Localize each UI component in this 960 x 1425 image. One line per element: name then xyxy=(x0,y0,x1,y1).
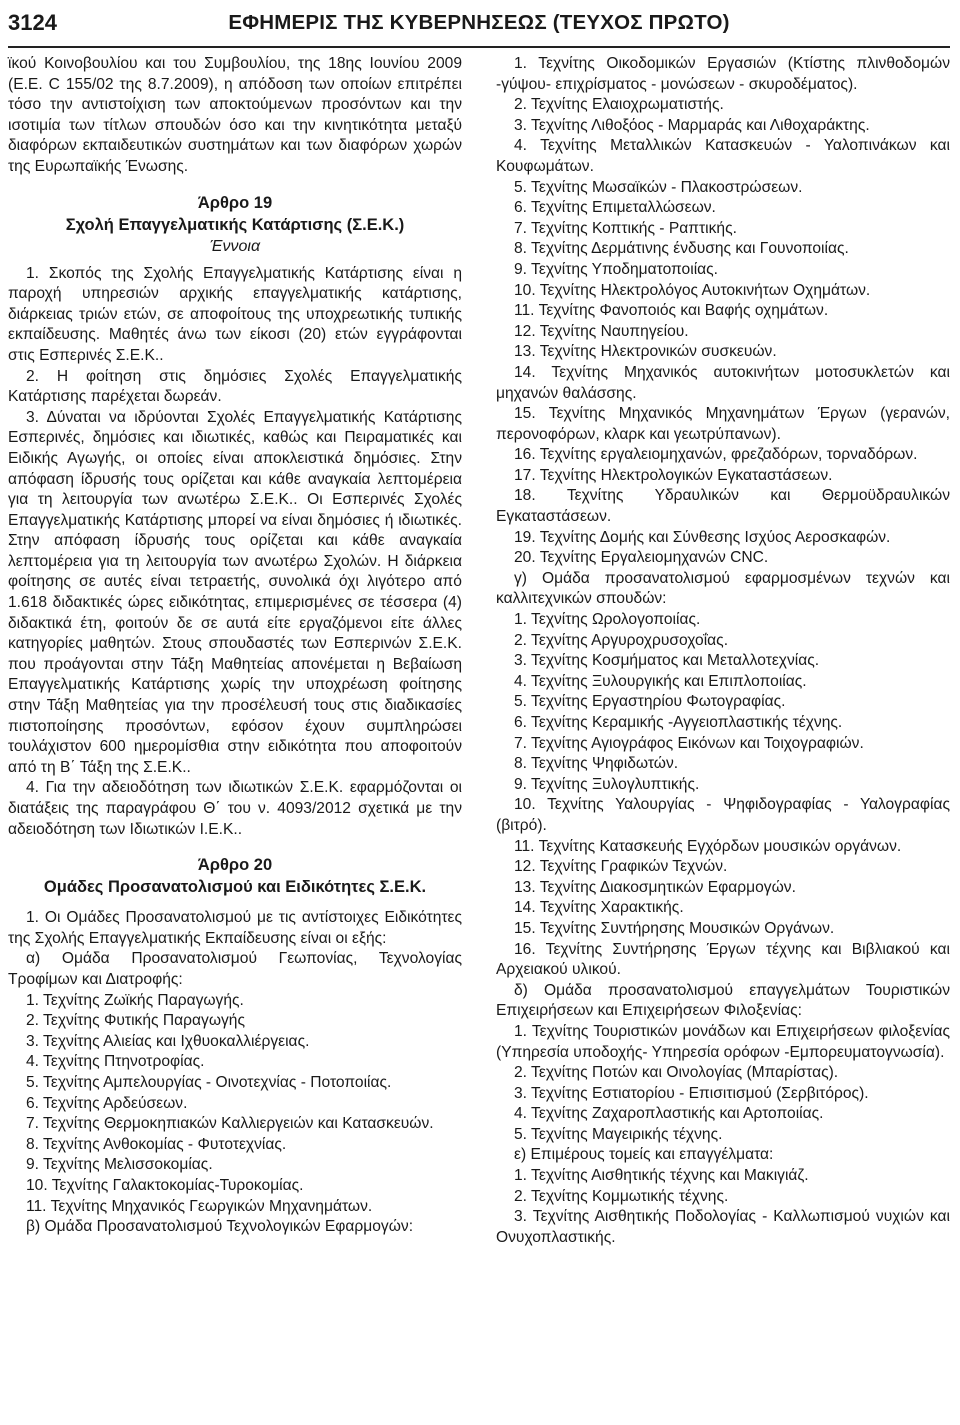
group-d-heading: δ) Ομάδα προσανατολισμού επαγγελμάτων Τουριστικών Επιχειρήσεων και Επιχειρήσεων Φιλοξενίας: xyxy=(496,981,950,1020)
list-item: 9. Τεχνίτης Ξυλογλυπτικής. xyxy=(514,775,700,793)
list-item: 3. Τεχνίτης Αλιείας και Ιχθυοκαλλιέργειας. xyxy=(26,1032,310,1050)
article-20-title: Άρθρο 20 xyxy=(197,856,273,875)
list-item: 5. Τεχνίτης Μωσαϊκών - Πλακοστρώσεων. xyxy=(514,178,803,196)
list-item: 5. Τεχνίτης Μαγειρικής τέχνης. xyxy=(514,1125,723,1143)
list-item: 16. Τεχνίτης εργαλειομηχανών, φρεζαδόρων, τορναδόρων. xyxy=(514,446,918,464)
list-item: 11. Τεχνίτης Μηχανικός Γεωργικών Μηχανημάτων. xyxy=(26,1197,373,1215)
list-item: 1. Τεχνίτης Ωρολογοποιίας. xyxy=(514,611,701,629)
right-column xyxy=(496,54,950,1248)
page-number: 3124 xyxy=(8,10,57,35)
list-item: 4. Τεχνίτης Πτηνοτροφίας. xyxy=(26,1053,205,1071)
article-19-para-1: 1. Σκοπός της Σχολής Επαγγελματικής Κατάρτισης είναι η παροχή υπηρεσιών αρχικής επαγγελματικής κατάρτισης, διάρκειας τριών ετών, σε αποφοίτους της υποχρεωτικής τυπικής εκπαίδευσης. Μαθητές άνω των είκοσι (20) ετών εγγράφονται στις Εσπερινές Σ.Ε.Κ.. xyxy=(8,264,462,364)
list-item: 6. Τεχνίτης Κεραμικής -Αγγειοπλαστικής τέχνης. xyxy=(514,714,843,731)
list-item: 18. Τεχνίτης Υδραυλικών και Θερμοϋδραυλικών Εγκαταστάσεων. xyxy=(496,487,950,526)
list-item: 15. Τεχνίτης Μηχανικός Μηχανημάτων Έργων (γερανών, περονοφόρων, κλαρκ και γεωτρύπανων). xyxy=(496,405,950,443)
list-item: 2. Τεχνίτης Αργυροχρυσοχοΐας. xyxy=(514,631,729,649)
list-item: 15. Τεχνίτης Συντήρησης Μουσικών Οργάνων. xyxy=(514,919,835,937)
list-item: 19. Τεχνίτης Δομής και Σύνθεσης Ισχύος Αεροσκαφών. xyxy=(514,528,891,546)
list-item: 1. Τεχνίτης Τουριστικών μονάδων και Επιχειρήσεων φιλοξενίας (Υπηρεσία υποδοχής- Υπηρεσία ορόφων -Εμπορευματογνωσία). xyxy=(496,1022,950,1061)
list-item: 3. Τεχνίτης Εστιατορίου - Επισιτισμού (Σερβιτόρος). xyxy=(514,1084,869,1102)
list-item: 9. Τεχνίτης Μελισσοκομίας. xyxy=(26,1156,213,1174)
list-item: 17. Τεχνίτης Ηλεκτρολογικών Εγκαταστάσεων. xyxy=(514,466,833,484)
list-item: 11. Τεχνίτης Φανοποιός και Βαφής οχημάτων. xyxy=(514,302,829,320)
list-item: 14. Τεχνίτης Χαρακτικής. xyxy=(514,899,684,917)
article-19-para-2: 2. Η φοίτηση στις δημόσιες Σχολές Επαγγελματικής Κατάρτισης παρέχεται δωρεάν. xyxy=(8,367,462,406)
list-item: 8. Τεχνίτης Ανθοκομίας - Φυτοτεχνίας. xyxy=(26,1135,287,1153)
article-19-para-3: 3. Δύναται να ιδρύονται Σχολές Επαγγελματικής Κατάρτισης Εσπερινές, δημόσιες και ιδιωτικές, καθώς και Πειραματικές και Ειδικής Αγωγής, οι οποίες είναι αποκλειστικά δημόσιες. Στην απόφαση ίδρυσής τους ορίζεται και κάθε αναγκαία λεπτομέρεια για τη λειτουργία των ανωτέρω Σ.Ε.Κ.. Οι Εσπερινές Σχολές Επαγγελματικής Κατάρτισης μπορεί να είναι δημόσιες ή ιδιωτικές. Στην απόφαση ίδρυσής τους ορίζεται και κάθε αναγκαία λεπτομέρεια για τη λειτουργία των ανωτέρω Σχολών. Η διάρκεια φοίτησης σε αυτές είναι τετραετής, συνολικά όχι λιγότερο από 1.618 διδακτικές ώρες ειδικότητας, επιμερισμένες σε τέσσερα (4) διδακτικά έτη, φοιτούν δε σε αυτά είτε εργαζόμενοι είτε άλλες κατηγορίες μαθητών. Στους σπουδαστές των Εσπερινών Σ.Ε.Κ. που προάγονται στην Τάξη Μαθητείας απονέμεται η Βεβαίωση Επαγγελματικής Κατάρτισης χωρίς την υποχρέωση φοίτησης στην Τάξη Μαθητείας για την προσέλευσή τους στις διαδικασίες πιστοποίησης προσόντων, εφόσον έχουν συμπληρώσει τουλάχιστον 600 ημερομίσθια στην ειδικότητα που αποφοιτούν από τη Β΄ Τάξη της Σ.Ε.Κ.. xyxy=(8,408,462,776)
list-item: 4. Τεχνίτης Μεταλλικών Κατασκευών - Υαλοπινάκων και Κουφωμάτων. xyxy=(496,137,950,175)
list-item: 13. Τεχνίτης Διακοσμητικών Εφαρμογών. xyxy=(514,878,796,896)
page-header xyxy=(8,0,950,48)
article-19-title: Άρθρο 19 xyxy=(197,193,273,212)
article-19-name: Σχολή Επαγγελματικής Κατάρτισης (Σ.Ε.Κ.) xyxy=(65,215,405,234)
list-item: 3. Τεχνίτης Κοσμήματος και Μεταλλοτεχνίας. xyxy=(514,652,820,670)
list-item: 6. Τεχνίτης Επιμεταλλώσεων. xyxy=(514,199,716,217)
list-item: 5. Τεχνίτης Εργαστηρίου Φωτογραφίας. xyxy=(514,693,786,711)
list-item: 10. Τεχνίτης Γαλακτοκομίας-Τυροκομίας. xyxy=(26,1176,304,1194)
list-item: 3. Τεχνίτης Λιθοξόος - Μαρμαράς και Λιθοχαράκτης. xyxy=(514,116,870,134)
list-item: 13. Τεχνίτης Ηλεκτρονικών συσκευών. xyxy=(514,343,777,361)
list-item: 10. Τεχνίτης Ηλεκτρολόγος Αυτοκινήτων Οχημάτων. xyxy=(514,281,871,299)
group-c-heading: γ) Ομάδα προσανατολισμού εφαρμοσμένων τεχνών και καλλιτεχνικών σπουδών: xyxy=(496,569,950,608)
gazette-title: ΕΦΗΜΕΡΙΣ ΤΗΣ ΚΥΒΕΡΝΗΣΕΩΣ (ΤΕΥΧΟΣ ΠΡΩΤΟ) xyxy=(228,11,730,34)
list-item: 14. Τεχνίτης Μηχανικός αυτοκινήτων μοτοσυκλετών και μηχανών θαλάσσης. xyxy=(496,363,950,402)
list-item: 5. Τεχνίτης Αμπελουργίας - Οινοτεχνίας - Ποτοποιίας. xyxy=(26,1073,392,1091)
list-item: 2. Τεχνίτης Φυτικής Παραγωγής xyxy=(26,1012,245,1030)
list-item: 12. Τεχνίτης Ναυπηγείου. xyxy=(514,322,689,340)
list-item: 10. Τεχνίτης Υαλουργίας - Ψηφιδογραφίας - Υαλογραφίας (βιτρό). xyxy=(496,796,950,834)
list-item: 2. Τεχνίτης Κομμωτικής τέχνης. xyxy=(514,1187,729,1205)
group-a-heading: α) Ομάδα Προσανατολισμού Γεωπονίας, Τεχνολογίας Τροφίμων και Διατροφής: xyxy=(8,950,462,988)
intro-paragraph: ϊκού Κοινοβουλίου και του Συμβουλίου, της 18ης Ιουνίου 2009 (Ε.Ε. C 155/02 της 8.7.2009), η απόδοση των οποίων επιτρέπει τόσο την αντιστοίχιση των αποκτούμενων προσόντων και την ισοτιμία των τίτλων σπουδών όσο και την κινητικότητα μεταξύ διαφόρων εκπαιδευτικών συστημάτων και των διαφόρων χωρών της Ευρωπαϊκής Ένωσης. xyxy=(8,55,462,175)
list-item: 4. Τεχνίτης Ζαχαροπλαστικής και Αρτοποιίας. xyxy=(514,1105,824,1123)
article-19-subtitle: Έννοια xyxy=(209,237,261,255)
list-item: 16. Τεχνίτης Συντήρησης Έργων τέχνης και Βιβλιακού και Αρχειακού υλικού. xyxy=(496,940,950,979)
left-column xyxy=(8,54,462,1248)
group-e-heading: ε) Επιμέρους τομείς και επαγγέλματα: xyxy=(514,1146,774,1164)
list-item: 4. Τεχνίτης Ξυλουργικής και Επιπλοποιίας. xyxy=(514,672,807,690)
list-item: 11. Τεχνίτης Κατασκευής Εγχόρδων μουσικών οργάνων. xyxy=(514,837,902,855)
list-item: 1. Τεχνίτης Οικοδομικών Εργασιών (Κτίστης πλινθοδομών -γύψου- επιχρίσματος - μονώσεων - σκυροδέματος). xyxy=(496,55,950,93)
list-item: 7. Τεχνίτης Θερμοκηπιακών Καλλιεργειών και Κατασκευών. xyxy=(26,1115,434,1133)
list-item: 1. Τεχνίτης Ζωϊκής Παραγωγής. xyxy=(26,991,244,1009)
list-item: 12. Τεχνίτης Γραφικών Τεχνών. xyxy=(514,858,728,876)
article-20-para-1: 1. Οι Ομάδες Προσανατολισμού με τις αντίστοιχες Ειδικότητες της Σχολής Επαγγελματικής Εκπαίδευσης είναι οι εξής: xyxy=(8,909,462,947)
list-item: 8. Τεχνίτης Δερμάτινης ένδυσης και Γουνοποιίας. xyxy=(514,240,849,258)
list-item: 20. Τεχνίτης Εργαλειομηχανών CNC. xyxy=(514,549,769,567)
list-item: 1. Τεχνίτης Αισθητικής τέχνης και Μακιγιάζ. xyxy=(514,1167,809,1185)
list-item: 2. Τεχνίτης Ποτών και Οινολογίας (Μπαρίστας). xyxy=(514,1064,839,1082)
article-19-para-4: 4. Για την αδειοδότηση των ιδιωτικών Σ.Ε.Κ. εφαρμόζονται οι διατάξεις της παραγράφου Θ΄ του ν. 4093/2012 σχετικά με την αδειοδότηση των Ιδιωτικών Ι.Ε.Κ.. xyxy=(8,779,462,838)
list-item: 7. Τεχνίτης Αγιογράφος Εικόνων και Τοιχογραφιών. xyxy=(514,734,864,752)
list-item: 6. Τεχνίτης Αρδεύσεων. xyxy=(26,1094,188,1112)
list-item: 2. Τεχνίτης Ελαιοχρωματιστής. xyxy=(514,96,724,114)
group-b-heading: β) Ομάδα Προσανατολισμού Τεχνολογικών Εφαρμογών: xyxy=(26,1218,414,1236)
list-item: 7. Τεχνίτης Κοπτικής - Ραπτικής. xyxy=(514,219,737,237)
list-item: 8. Τεχνίτης Ψηφιδωτών. xyxy=(514,755,679,773)
list-item: 9. Τεχνίτης Υποδηματοποιίας. xyxy=(514,260,719,278)
article-20-name: Ομάδες Προσανατολισμού και Ειδικότητες Σ.Ε.Κ. xyxy=(43,878,427,897)
list-item: 3. Τεχνίτης Αισθητικής Ποδολογίας - Καλλωπισμού νυχιών και Ονυχοπλαστικής. xyxy=(496,1208,950,1246)
